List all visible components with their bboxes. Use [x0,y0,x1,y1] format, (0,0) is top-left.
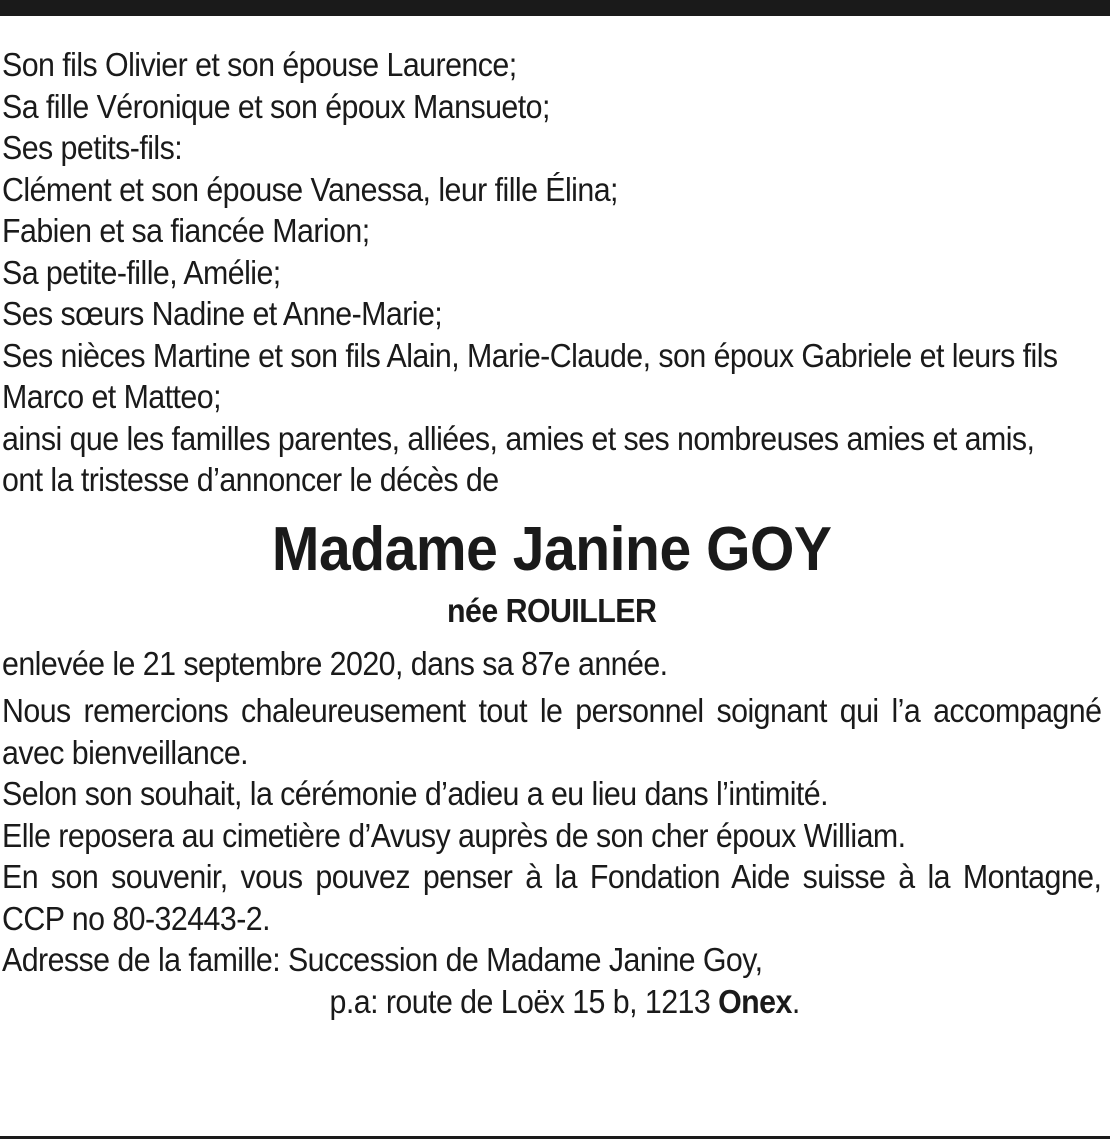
family-line-granddaughter: Sa petite-fille, Amélie; [2,253,281,291]
announcement-line: ont la tristesse d’annoncer le décès de [2,461,499,498]
ceremony-line: Selon son souhait, la cérémonie d’adieu a eu lieu dans l’intimité. [2,775,828,812]
deceased-name: Madame Janine GOY [271,514,832,584]
bottom-rule [0,1136,1110,1139]
family-line-daughter: Sa fille Véronique et son époux Mansueto; [2,87,550,125]
family-address-line: Adresse de la famille: Succession de Madame Janine Goy, [2,941,763,978]
family-line-grandson-clement: Clément et son épouse Vanessa, leur fille Élina; [2,170,618,208]
family-line-grandsons-heading: Ses petits-fils: [2,129,183,166]
burial-line: Elle reposera au cimetière d’Avusy auprès de son cher époux William. [2,816,906,854]
family-line-son: Son fils Olivier et son épouse Laurence; [2,46,517,83]
death-info: enlevée le 21 septembre 2020, dans sa 87e année. [2,644,668,682]
obituary-notice [2,44,1102,1022]
address-street-text: p.a: route de Loëx 15 b, 1213 [329,982,719,1020]
thanks-paragraph: Nous remercions chaleureusement tout le personnel soignant qui l’a accompagné avec bienveillance. [2,692,1102,771]
top-rule [0,0,1110,16]
maiden-name: née ROUILLER [447,591,657,629]
donation-paragraph: En son souvenir, vous pouvez penser à la Fondation Aide suisse à la Montagne, CCP no 80-32443-2. [2,858,1102,937]
deceased-block [2,515,1101,633]
address-city: Onex [718,982,792,1020]
family-line-nieces-continued: Marco et Matteo; [2,378,221,415]
address-period: . [791,982,800,1020]
family-line-sisters: Ses sœurs Nadine et Anne-Marie; [2,295,443,332]
family-address-street [2,981,1101,1023]
family-line-nieces: Ses nièces Martine et son fils Alain, Marie-Claude, son époux Gabriele et leurs fils [2,336,1058,374]
family-line-grandson-fabien: Fabien et sa fiancée Marion; [2,212,370,249]
family-line-relatives: ainsi que les familles parentes, alliées, amies et ses nombreuses amies et amis, [2,419,1035,457]
